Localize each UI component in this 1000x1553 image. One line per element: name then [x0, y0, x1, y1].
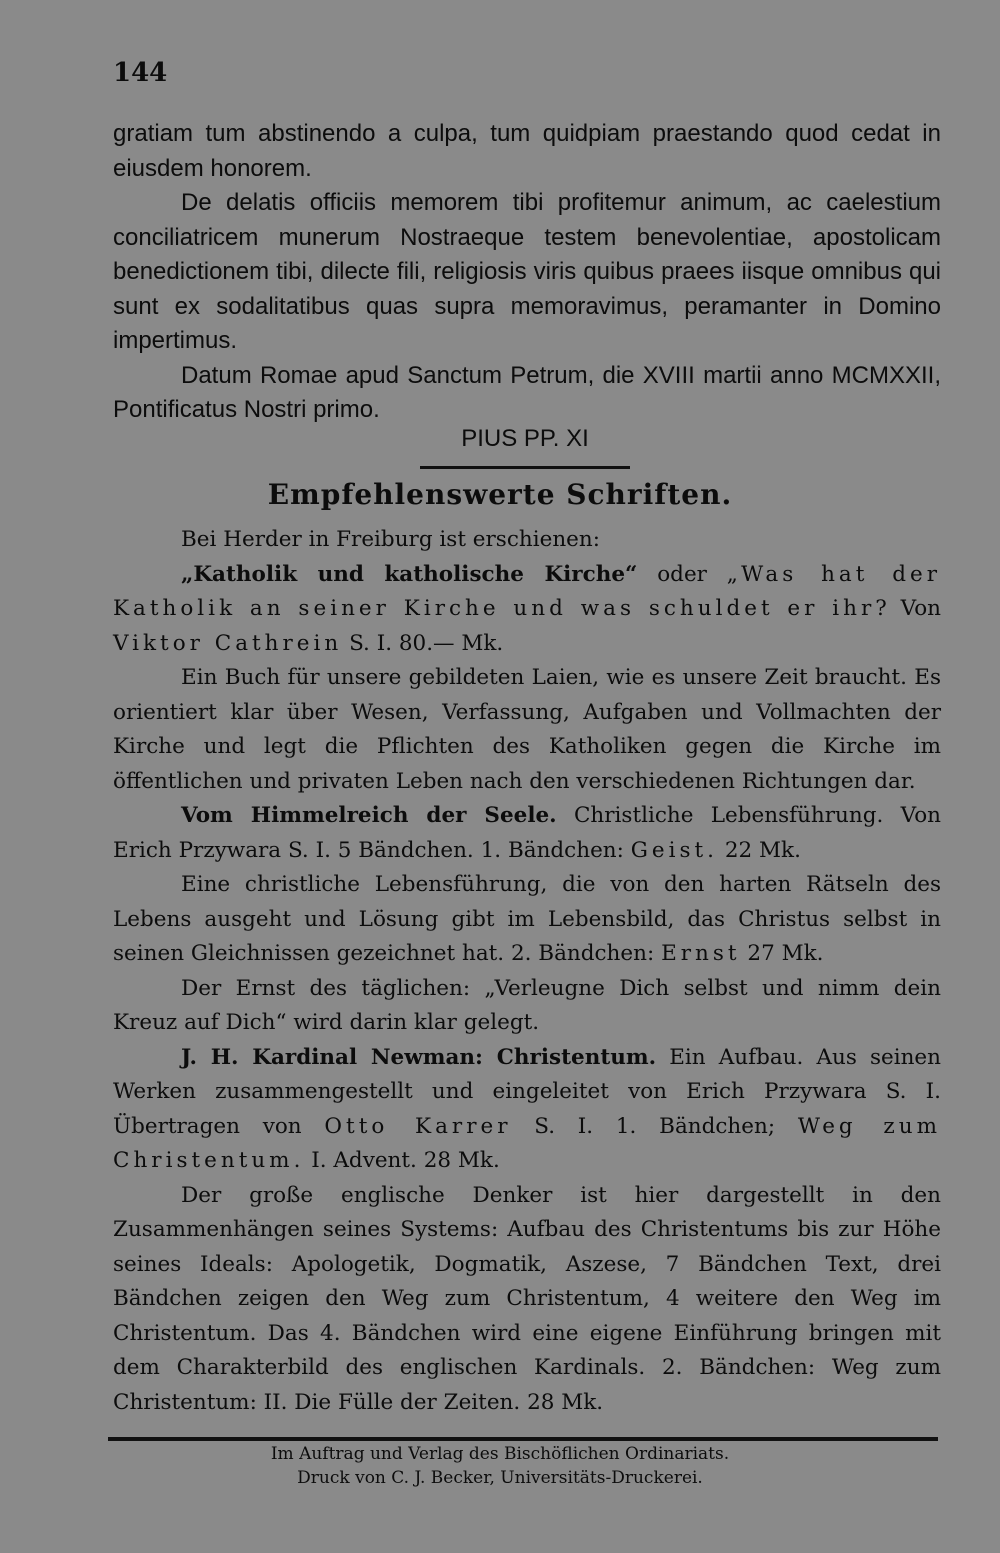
entry-subtitle: „Was hat der Katholik an seiner Kirche und was schuldet er ihr?: [113, 561, 941, 621]
entry-description: Der große englische Denker ist hier dargestellt in den Zusammenhängen seines Systems: Aufbau des Christentums bis zur Höhe seines Ideals: Apologetik, Dogmatik, Aszese, 7 Bändchen Text, drei Bändchen zeigen den Weg zum Christentum, 4 weitere den Weg im Christentum. Das 4. Bändchen wird eine eigene Einführung bringen mit dem Charakterbild des englischen Kardinals. 2. Bändchen: Weg zum Christentum: II. Die Fülle der Zeiten. 28 Mk.: [113, 1182, 941, 1415]
section-heading: Empfehlenswerte Schriften.: [267, 478, 733, 511]
volume-title: Weg zum Christentum.: [113, 1113, 941, 1173]
entry-przywara: Vom Himmelreich der Seele. Christliche Lebensführung. Von Erich Przywara S. I. 5 Bändchen. 1. Bändchen: Geist. 22 Mk.: [113, 803, 941, 863]
recommendations-list: [113, 523, 941, 1420]
latin-paragraph-2: De delatis officiis memorem tibi profitemur animum, ac caelestium conciliatricem munerum Nostraeque testem benevolentiae, apostolicam benedictionem tibi, dilecte fili, religiosis viris quibus praees iisque omnibus qui sunt ex sodalitatibus quas supra memoravimus, peramanter in Domino impertimus.: [113, 189, 941, 354]
latin-paragraph-1: gratiam tum abstinendo a culpa, tum quidpiam praestando quod cedat in eiusdem honorem.: [113, 120, 941, 182]
volume-title: Ernst: [661, 941, 741, 966]
entry-description: Der Ernst des täglichen: „Verleugne Dich selbst und nimm dein Kreuz auf Dich“ wird darin klar gelegt.: [113, 975, 941, 1035]
entry-title: „Katholik und katholische Kirche“: [181, 561, 638, 587]
imprint-line-2: Druck von C. J. Becker, Universitäts-Druckerei.: [297, 1468, 703, 1488]
imprint: [0, 1442, 1000, 1490]
entry-newman: J. H. Kardinal Newman: Christentum. Ein Aufbau. Aus seinen Werken zusammengestellt und eingeleitet von Erich Przywara S. I. Übertragen von Otto Karrer S. I. 1. Bändchen; Weg zum Christentum. I. Advent. 28 Mk.: [113, 1044, 942, 1173]
latin-letter: [113, 117, 941, 428]
entry-description: Eine christliche Lebensführung, die von den harten Rätseln des Lebens ausgeht und Lösung gibt im Lebensbild, das Christus selbst in seinen Gleichnissen gezeichnet hat. 2. Bändchen: Ernst 27 Mk.: [113, 872, 941, 966]
divider-short: [420, 466, 630, 469]
imprint-line-1: Im Auftrag und Verlag des Bischöflichen Ordinariats.: [270, 1444, 730, 1464]
intro-line: Bei Herder in Freiburg ist erschienen:: [181, 527, 600, 552]
volume-title: Geist.: [630, 837, 719, 863]
papal-signature: PIUS PP. XI: [461, 425, 589, 452]
entry-title: J. H. Kardinal Newman: Christentum.: [181, 1044, 657, 1070]
page-number: 144: [113, 58, 168, 88]
entry-cathrein: „Katholik und katholische Kirche“ oder „Was hat der Katholik an seiner Kirche und was schuldet er ihr? Von Viktor Cathrein S. I. 80.— Mk.: [113, 561, 941, 656]
entry-translator: Otto Karrer: [324, 1113, 512, 1139]
entry-author: Viktor Cathrein: [113, 630, 343, 656]
latin-paragraph-3: Datum Romae apud Sanctum Petrum, die XVIII martii anno MCMXXII, Pontificatus Nostri primo.: [113, 361, 941, 423]
entry-title: Vom Himmelreich der Seele.: [181, 803, 557, 828]
entry-description: Ein Buch für unsere gebildeten Laien, wie es unsere Zeit braucht. Es orientiert klar über Wesen, Verfassung, Aufgaben und Vollmachten der Kirche und legt die Pflichten des Katholiken gegen die Kirche im öffentlichen und privaten Leben nach den verschiedenen Richtungen dar.: [113, 665, 941, 794]
footer-divider: [108, 1437, 938, 1441]
